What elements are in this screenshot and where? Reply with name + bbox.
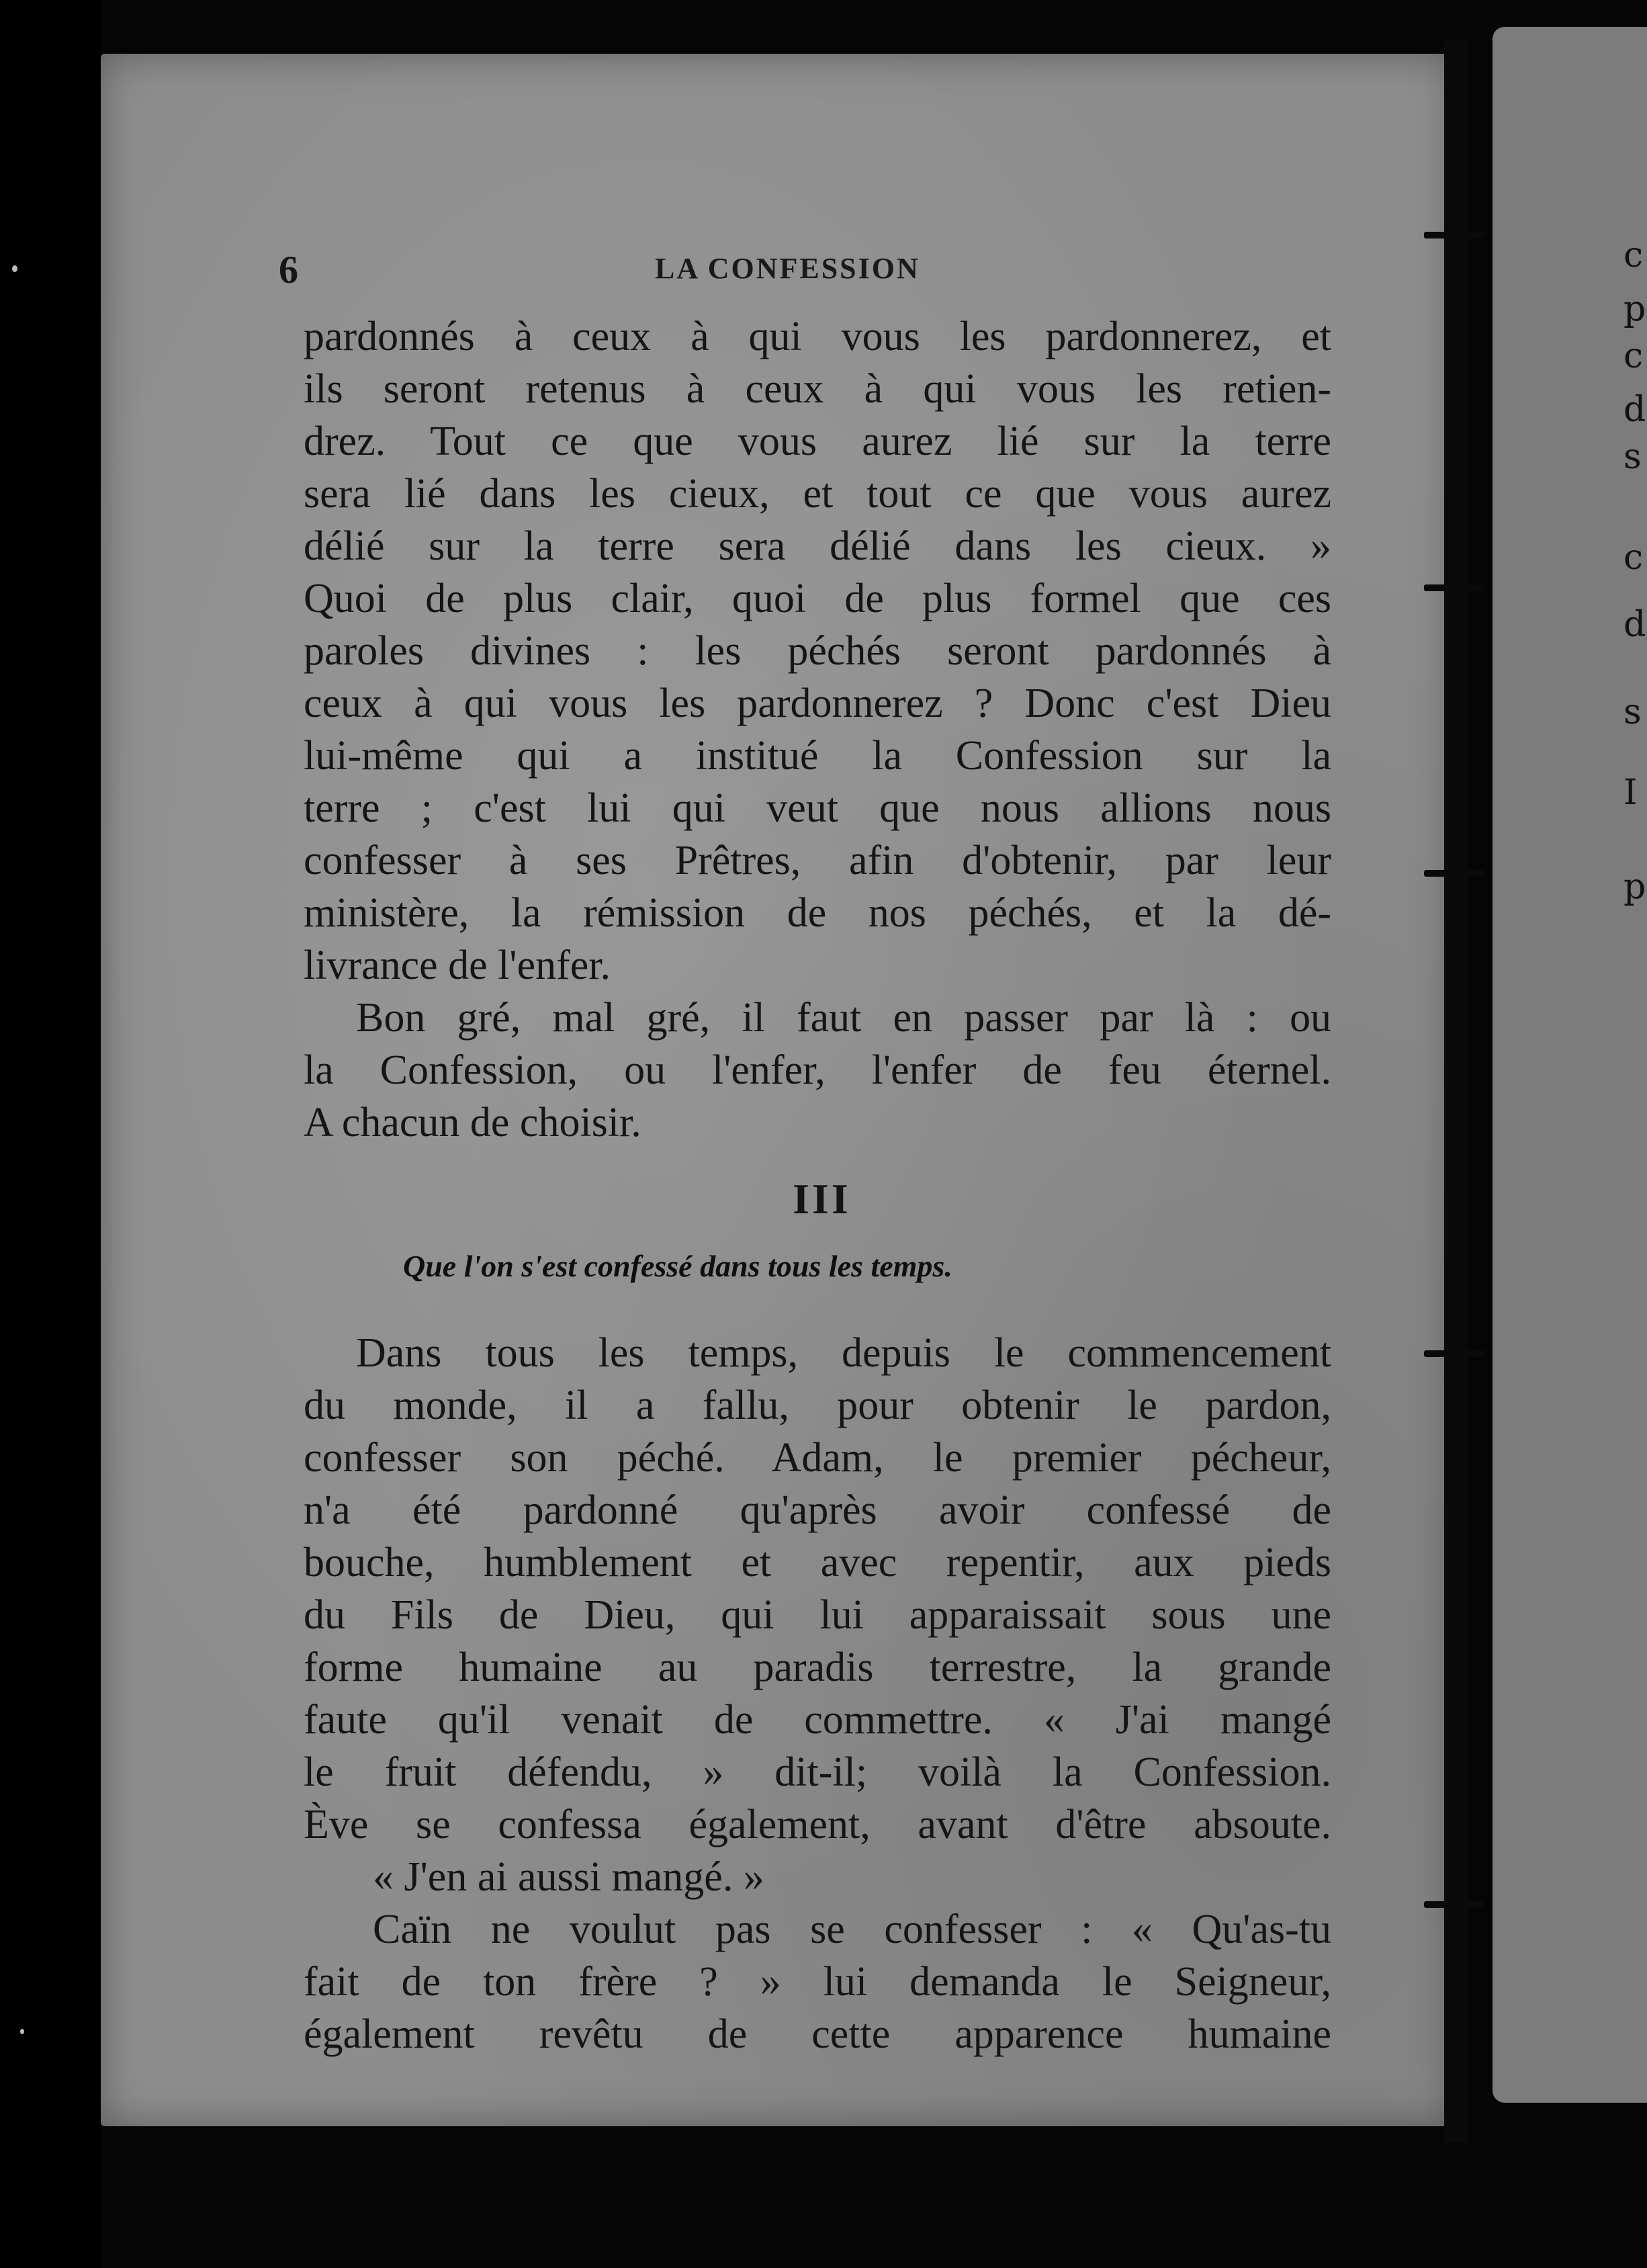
text-line: ils seront retenus à ceux à qui vous les retien- xyxy=(304,366,1331,412)
text-line: drez. Tout ce que vous aurez lié sur la terre xyxy=(304,419,1331,464)
page-number: 6 xyxy=(279,248,298,292)
text-line: le fruit défendu, » dit-il; voilà la Confession. xyxy=(304,1749,1331,1795)
facing-page-letter: s xyxy=(1623,692,1642,732)
film-speck xyxy=(20,2029,24,2034)
facing-page-fragment xyxy=(1493,27,1647,2103)
film-speck xyxy=(12,265,17,272)
text-line: également revêtu de cette apparence humaine xyxy=(304,2011,1331,2057)
gutter-mark xyxy=(1424,1350,1484,1357)
facing-page-letter: I xyxy=(1623,773,1638,813)
text-line: ceux à qui vous les pardonnerez ? Donc c'est Dieu xyxy=(304,681,1331,726)
text-line: ministère, la rémission de nos péchés, et la dé- xyxy=(304,890,1331,936)
text-line: délié sur la terre sera délié dans les cieux. » xyxy=(304,523,1331,569)
text-line: faute qu'il venait de commettre. « J'ai mangé xyxy=(304,1697,1331,1743)
text-line: terre ; c'est lui qui veut que nous allions nous xyxy=(304,785,1331,831)
text-line: forme humaine au paradis terrestre, la grande xyxy=(304,1645,1331,1690)
text-line: lui-même qui a institué la Confession sur la xyxy=(304,733,1331,779)
text-line: confesser son péché. Adam, le premier pécheur, xyxy=(304,1435,1331,1481)
page-gutter-edge xyxy=(1444,40,1468,2143)
text-line: confesser à ses Prêtres, afin d'obtenir, par leur xyxy=(304,838,1331,883)
facing-page-letter: p xyxy=(1623,867,1646,907)
text-line: A chacun de choisir. xyxy=(304,1100,641,1145)
facing-page-letter: s xyxy=(1623,437,1642,477)
text-line: bouche, humblement et avec repentir, aux pieds xyxy=(304,1540,1331,1585)
facing-page-letter: c xyxy=(1623,235,1644,275)
section-number: III xyxy=(793,1175,851,1223)
gutter-mark xyxy=(1424,584,1484,591)
gutter-mark xyxy=(1424,1901,1484,1908)
film-border-left xyxy=(0,0,101,2268)
facing-page-letter: d xyxy=(1623,605,1646,645)
text-line: pardonnés à ceux à qui vous les pardonnerez, et xyxy=(304,314,1331,359)
text-line: du Fils de Dieu, qui lui apparaissait sous une xyxy=(304,1592,1331,1638)
gutter-mark xyxy=(1424,232,1484,238)
facing-page-letter: c xyxy=(1623,537,1644,578)
text-line: sera lié dans les cieux, et tout ce que vous aurez xyxy=(304,471,1331,517)
running-header: LA CONFESSION xyxy=(655,252,920,285)
text-line: la Confession, ou l'enfer, l'enfer de feu éternel. xyxy=(304,1047,1331,1093)
text-line: Dans tous les temps, depuis le commencement xyxy=(356,1330,1331,1376)
facing-page-letter: d xyxy=(1623,390,1646,430)
section-title: Que l'on s'est confessé dans tous les temps. xyxy=(403,1249,952,1283)
text-line: livrance de l'enfer. xyxy=(304,943,611,988)
text-line: fait de ton frère ? » lui demanda le Seigneur, xyxy=(304,1959,1331,2005)
text-line: n'a été pardonné qu'après avoir confessé de xyxy=(304,1487,1331,1533)
text-line: Ève se confessa également, avant d'être absoute. xyxy=(304,1802,1331,1847)
facing-page-letter: p xyxy=(1623,289,1646,329)
text-line: paroles divines : les péchés seront pardonnés à xyxy=(304,628,1331,674)
text-line: « J'en ai aussi mangé. » xyxy=(373,1854,764,1900)
text-line: Caïn ne voulut pas se confesser : « Qu'as-tu xyxy=(373,1907,1331,1952)
text-line: Bon gré, mal gré, il faut en passer par là : ou xyxy=(356,995,1331,1041)
facing-page-letter: c xyxy=(1623,336,1644,376)
gutter-mark xyxy=(1424,870,1484,877)
text-line: Quoi de plus clair, quoi de plus formel que ces xyxy=(304,576,1331,621)
text-line: du monde, il a fallu, pour obtenir le pardon, xyxy=(304,1383,1331,1428)
